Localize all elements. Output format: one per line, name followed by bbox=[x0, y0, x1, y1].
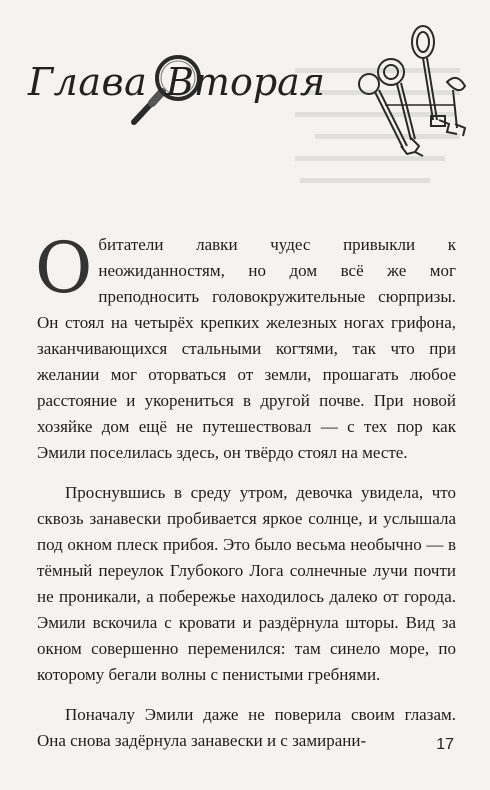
page-number: 17 bbox=[436, 736, 454, 753]
paragraph-1-text: битатели лавки чудес привыкли к неожиданностям, но дом всё же мог преподносить головокружительные сюрпризы. Он стоял на четырёх крепких железных ногах грифона, заканчивающихся стальными когтями, так что при желании мог оторваться от земли, прошагать любое расстояние и укорениться в другой почве. При новой хозяйке дом ещё не путешествовал — с тех пор как Эмили поселилась здесь, он твёрдо стоял на месте. bbox=[37, 235, 456, 462]
chapter-body bbox=[35, 227, 456, 754]
keys-bundle-icon bbox=[345, 20, 475, 160]
paragraph-2: Проснувшись в среду утром, девочка увидела, что сквозь занавески пробивается яркое солнце, и услышала под окном плеск прибоя. Это было весьма необычно — в тёмный переулок Глубокого Лога солнечные лучи почти не проникали, а побережье находилось далеко от города. Эмили вскочила с кровати и раздёрнула шторы. Вид за окном совершенно переменился: там синело море, по которому бегали волны с пенистыми гребнями. bbox=[37, 483, 456, 684]
paragraph-3: Поначалу Эмили даже не поверила своим глазам. Она снова задёрнула занавески и с замирани- bbox=[37, 705, 456, 750]
chapter-heading bbox=[28, 54, 325, 124]
chapter-word: Глава bbox=[28, 60, 148, 104]
paragraph-1 bbox=[35, 227, 456, 466]
chapter-ordinal: Вторая bbox=[166, 60, 325, 104]
drop-cap: О bbox=[35, 227, 93, 309]
